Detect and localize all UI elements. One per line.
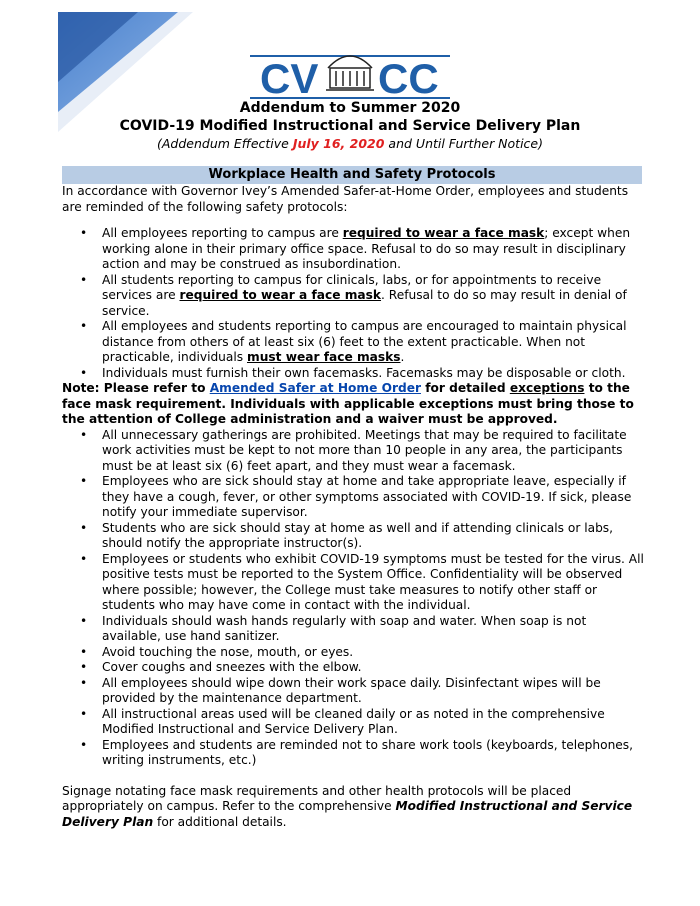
list-item: • All employees and students reporting to campus are encouraged to maintain physical distance from others of at least six (6) feet to the extent practicable. When not practicable, individuals must wear face masks. [102,319,646,366]
list-item: • All employees should wipe down their work space daily. Disinfectant wipes will be provided by the maintenance department. [102,676,646,707]
effective-date-line: (Addendum Effective July 16, 2020 and Until Further Notice) [156,136,543,151]
list-item: • Cover coughs and sneezes with the elbow. [102,660,646,676]
amended-order-link[interactable]: Amended Safer at Home Order [209,381,421,395]
document-title: Addendum to Summer 2020 [239,100,461,116]
intro-paragraph: In accordance with Governor Ivey’s Amended Safer-at-Home Order, employees and students are reminded of the following safety protocols: [62,184,629,214]
list-item: • Avoid touching the nose, mouth, or eyes. [102,645,646,661]
list-item: • Students who are sick should stay at home as well and if attending clinicals or labs, should notify the appropriate instructor(s). [102,521,646,552]
list-item: • Employees and students are reminded not to share work tools (keyboards, telephones, writing instruments, etc.) [102,738,646,769]
document-subtitle: COVID-19 Modified Instructional and Service Delivery Plan [119,118,581,134]
closing-paragraph: Signage notating face mask requirements and other health protocols will be placed appropriately on campus. Refer to the comprehensive Modified Instructional and Service Delivery Plan for additional details. [62,783,633,829]
list-item: • All instructional areas used will be cleaned daily or as noted in the comprehensive Modified Instructional and Service Delivery Plan. [102,707,646,738]
protocol-list-2 [62,428,646,769]
list-item: • Employees or students who exhibit COVID-19 symptoms must be tested for the virus. All positive tests must be reported to the System Office. Confidentiality will be observed where possible; however, the College must take measures to notify other staff or students who may have come in contact with the individual. [102,552,646,614]
svg-text:CV: CV [260,55,319,100]
building-icon [326,56,374,90]
list-item: • All employees reporting to campus are required to wear a face mask; except when working alone in their primary office space. Refusal to do so may result in disciplinary action and may be construed as insubordination. [102,226,646,273]
list-item: • Individuals should wash hands regularly with soap and water. When soap is not available, use hand sanitizer. [102,614,646,645]
college-logo [250,38,450,100]
note-paragraph: Note: Please refer to Amended Safer at Home Order for detailed exceptions to the face mask requirement. Individuals with applicable exceptions must bring those to the attention of College administration and a waiver must be approved. [62,381,634,426]
list-item: • All students reporting to campus for clinicals, labs, or for appointments to receive services are required to wear a face mask. Refusal to do so may result in denial of service. [102,273,646,320]
effective-date: July 16, 2020 [292,136,385,151]
list-item: • Individuals must furnish their own facemasks. Facemasks may be disposable or cloth. [102,366,646,382]
document-body [62,184,646,830]
list-item: • Employees who are sick should stay at home and take appropriate leave, especially if they have a cough, fever, or other symptoms associated with COVID-19. If sick, please notify your immediate supervisor. [102,474,646,521]
protocol-list-1 [62,226,646,381]
list-item: • All unnecessary gatherings are prohibited. Meetings that may be required to facilitate work activities must be kept to not more than 10 people in any area, the participants must be at least six (6) feet apart, and they must wear a facemask. [102,428,646,475]
section-heading: Workplace Health and Safety Protocols [62,166,642,184]
svg-text:CC: CC [378,55,439,100]
